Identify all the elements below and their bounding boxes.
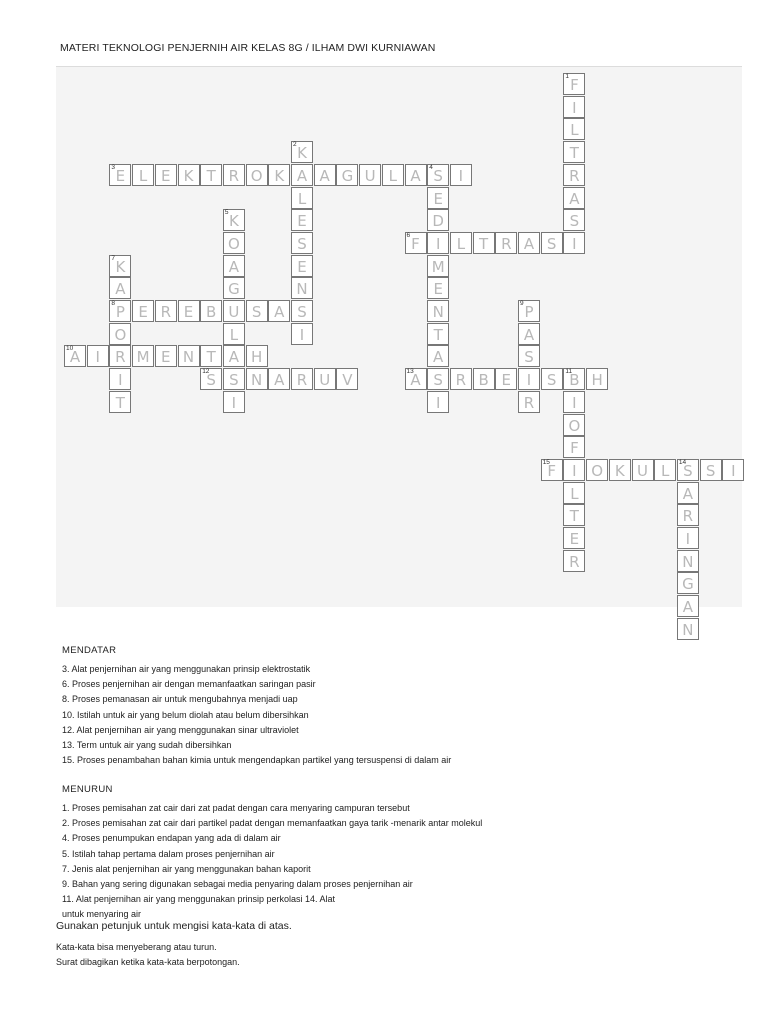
cell-letter: L — [570, 484, 579, 503]
cell-letter: I — [458, 166, 464, 185]
crossword-cell[interactable] — [291, 164, 313, 186]
crossword-cell[interactable] — [109, 164, 131, 186]
crossword-cell[interactable] — [518, 345, 540, 367]
crossword-cell[interactable] — [223, 255, 245, 277]
crossword-cell[interactable] — [382, 164, 404, 186]
crossword-cell[interactable] — [427, 391, 449, 413]
clue-number: 12 — [202, 368, 210, 376]
cell-letter: A — [523, 325, 535, 344]
cell-letter: N — [296, 280, 308, 299]
cell-letter: F — [411, 234, 420, 253]
cell-letter: I — [95, 348, 100, 367]
cell-letter: A — [682, 598, 694, 617]
cell-letter: O — [568, 416, 581, 435]
crossword-cell[interactable] — [450, 164, 472, 186]
cell-letter: A — [274, 303, 285, 321]
cell-letter: I — [572, 461, 577, 480]
cell-letter: S — [524, 348, 534, 367]
crossword-cell[interactable] — [291, 300, 313, 322]
crossword-cell[interactable] — [632, 459, 654, 481]
crossword-cell[interactable] — [109, 323, 131, 345]
cell-letter: L — [388, 166, 397, 185]
cell-letter: H — [250, 348, 263, 367]
cell-letter: B — [478, 371, 489, 390]
crossword-cell[interactable] — [563, 232, 585, 254]
crossword-cell[interactable] — [87, 345, 109, 367]
crossword-cell[interactable] — [109, 391, 131, 413]
cell-letter: S — [683, 461, 693, 480]
clue-number: 6 — [406, 231, 411, 239]
cell-letter: E — [138, 303, 148, 321]
crossword-cell[interactable] — [427, 255, 449, 277]
crossword-cell[interactable] — [427, 232, 449, 254]
cell-letter: E — [297, 257, 307, 276]
cell-letter: A — [410, 166, 421, 185]
cell-letter: U — [319, 371, 331, 390]
cell-letter: S — [433, 371, 443, 390]
crossword-cell[interactable] — [336, 368, 358, 390]
cell-letter: K — [115, 257, 126, 276]
cell-letter: R — [501, 234, 512, 253]
clue-number: 14 — [678, 458, 687, 466]
cell-letter: G — [228, 280, 240, 299]
crossword-cell[interactable] — [563, 73, 585, 95]
crossword-cell[interactable] — [677, 482, 699, 504]
across-clue: 12. Alat penjernihan air yang menggunakan sinar ultraviolet — [62, 724, 299, 735]
cell-letter: S — [546, 371, 557, 390]
cell-letter: G — [682, 575, 694, 594]
crossword-cell[interactable] — [200, 368, 222, 390]
down-clue: 1. Proses pemisahan zat cair dari zat padat dengan cara menyaring campuran tersebut — [62, 803, 410, 813]
cell-letter: E — [115, 166, 126, 185]
crossword-cell[interactable] — [200, 300, 222, 322]
crossword-cell[interactable] — [518, 368, 540, 390]
cell-letter: E — [433, 280, 443, 299]
crossword-cell[interactable] — [677, 504, 699, 526]
crossword-cell[interactable] — [563, 164, 585, 186]
cell-letter: D — [432, 212, 444, 231]
clue-number: 13 — [406, 368, 414, 376]
crossword-cell[interactable] — [155, 300, 177, 322]
crossword-cell[interactable] — [563, 459, 585, 481]
crossword-cell[interactable] — [427, 323, 449, 345]
crossword-cell[interactable] — [473, 232, 495, 254]
cell-letter: K — [297, 144, 307, 163]
cell-letter: F — [570, 439, 579, 458]
cell-letter: I — [685, 530, 691, 548]
cell-letter: I — [118, 371, 123, 390]
clue-number: 2 — [293, 141, 297, 149]
cell-letter: A — [319, 166, 330, 185]
cell-letter: L — [661, 461, 670, 480]
crossword-cell[interactable] — [268, 368, 290, 390]
crossword-cell[interactable] — [291, 141, 313, 163]
cell-letter: S — [251, 303, 262, 321]
crossword-cell[interactable] — [291, 232, 313, 254]
cell-letter: T — [569, 507, 579, 526]
crossword-cell[interactable] — [427, 300, 449, 322]
crossword-cell[interactable] — [518, 232, 540, 254]
crossword-cell[interactable] — [563, 550, 585, 572]
crossword-cell[interactable] — [223, 300, 245, 322]
cell-letter: S — [569, 212, 580, 231]
crossword-cell[interactable] — [427, 209, 449, 231]
cell-letter: I — [231, 393, 237, 412]
crossword-cell[interactable] — [427, 368, 449, 390]
instruction-text: Gunakan petunjuk untuk mengisi kata-kata di atas. — [56, 920, 292, 932]
down-clue: 4. Proses penumpukan endapan yang ada di dalam air — [62, 833, 281, 844]
crossword-cell[interactable] — [677, 550, 699, 572]
cell-letter: R — [296, 371, 308, 390]
cell-letter: F — [547, 461, 556, 480]
cell-letter: E — [161, 166, 171, 185]
cell-letter: O — [114, 325, 127, 344]
crossword-cell[interactable] — [563, 368, 585, 390]
down-clue: 11. Alat penjernihan air yang menggunakan prinsip perkolasi 14. Alat — [62, 894, 336, 905]
crossword-cell[interactable] — [109, 345, 131, 367]
cell-letter: E — [297, 212, 307, 231]
crossword-cell[interactable] — [132, 164, 154, 186]
across-title: MENDATAR — [62, 645, 117, 656]
cell-letter: G — [341, 166, 354, 185]
crossword-cell[interactable] — [291, 255, 313, 277]
crossword-cell[interactable] — [450, 232, 472, 254]
crossword-cell[interactable] — [450, 368, 472, 390]
crossword-cell[interactable] — [563, 436, 585, 458]
crossword-cell[interactable] — [563, 482, 585, 504]
crossword-cell[interactable] — [405, 164, 427, 186]
clue-number: 4 — [429, 163, 433, 171]
down-title: MENURUN — [62, 784, 113, 795]
crossword-cell[interactable] — [563, 141, 585, 163]
crossword-cell[interactable] — [178, 345, 200, 367]
cell-letter: T — [206, 348, 216, 367]
cell-letter: A — [682, 484, 694, 503]
crossword-cell[interactable] — [200, 345, 222, 367]
cell-letter: L — [297, 189, 307, 208]
crossword-cell[interactable] — [563, 391, 585, 413]
crossword-cell[interactable] — [495, 232, 517, 254]
cell-letter: T — [569, 144, 579, 163]
cell-letter: L — [138, 166, 148, 185]
clue-number: 5 — [224, 209, 229, 217]
across-clue: 15. Proses penambahan bahan kimia untuk mengendapkan partikel yang tersuspensi di dalam air — [62, 755, 452, 766]
crossword-cell[interactable] — [427, 164, 449, 186]
down-clues — [62, 784, 482, 923]
page-title: MATERI TEKNOLOGI PENJERNIH AIR KELAS 8G / ILHAM DWI KURNIAWAN — [60, 42, 436, 54]
down-clue: 9. Bahan yang sering digunakan sebagai media penyaring dalam proses penjernihan air — [62, 879, 413, 890]
cell-letter: R — [228, 166, 240, 185]
crossword-cell[interactable] — [677, 595, 699, 617]
cell-letter: R — [115, 348, 126, 367]
crossword-cell[interactable] — [336, 164, 358, 186]
crossword-cell[interactable] — [563, 118, 585, 140]
crossword-cell[interactable] — [586, 459, 608, 481]
crossword-cell[interactable] — [359, 164, 381, 186]
crossword-cell[interactable] — [64, 345, 86, 367]
down-clue: 2. Proses pemisahan zat cair dari partikel padat dengan memanfaatkan gaya tarik -menarik antar molekul — [62, 818, 483, 829]
cell-letter: A — [228, 348, 240, 367]
crossword-cell[interactable] — [223, 391, 245, 413]
crossword-cell[interactable] — [405, 368, 427, 390]
crossword-cell[interactable] — [223, 277, 245, 299]
cell-letter: S — [206, 371, 216, 390]
cell-letter: V — [342, 371, 353, 390]
across-clues — [62, 645, 451, 768]
instruction-note: Surat dibagikan ketika kata-kata berpotongan. — [56, 957, 240, 967]
crossword-cell[interactable] — [541, 232, 563, 254]
instruction-note: Kata-kata bisa menyeberang atau turun. — [56, 942, 217, 952]
crossword-cell[interactable] — [677, 618, 699, 640]
crossword-cell[interactable] — [405, 232, 427, 254]
cell-letter: T — [115, 393, 125, 412]
crossword-cell[interactable] — [677, 459, 699, 481]
cell-letter: A — [228, 257, 240, 276]
crossword-cell[interactable] — [223, 209, 245, 231]
cell-letter: N — [432, 303, 444, 321]
crossword-cell[interactable] — [563, 187, 585, 209]
cell-letter: T — [433, 325, 443, 344]
cell-letter: K — [183, 166, 194, 185]
cell-letter: H — [591, 371, 603, 390]
cell-letter: A — [296, 166, 308, 185]
clue-number: 15 — [542, 458, 550, 466]
crossword-cell[interactable] — [700, 459, 722, 481]
cell-letter: A — [523, 234, 535, 253]
down-clue: untuk menyaring air — [62, 909, 142, 920]
cell-letter: R — [455, 371, 467, 390]
crossword-cell[interactable] — [563, 414, 585, 436]
cell-letter: I — [572, 234, 577, 253]
cell-letter: U — [364, 166, 376, 185]
cell-letter: A — [410, 371, 421, 390]
cell-letter: B — [569, 371, 580, 390]
crossword-cell[interactable] — [223, 323, 245, 345]
instructions — [56, 920, 292, 970]
cell-letter: R — [523, 393, 535, 412]
crossword-cell[interactable] — [427, 345, 449, 367]
crossword-cell[interactable] — [518, 323, 540, 345]
across-clue: 3. Alat penjernihan air yang menggunakan prinsip elektrostatik — [62, 664, 311, 674]
across-clue: 6. Proses penjernihan air dengan memanfaatkan saringan pasir — [62, 679, 316, 690]
crossword-cell[interactable] — [291, 209, 313, 231]
clue-number: 1 — [565, 73, 570, 80]
cell-letter: A — [274, 371, 285, 390]
cell-letter: K — [274, 166, 285, 185]
crossword-cell[interactable] — [223, 368, 245, 390]
crossword-cell[interactable] — [109, 368, 131, 390]
crossword-cell[interactable] — [178, 300, 200, 322]
crossword-cell[interactable] — [155, 164, 177, 186]
cell-letter: O — [250, 166, 263, 185]
cell-letter: I — [572, 393, 577, 412]
crossword-cell[interactable] — [314, 164, 336, 186]
down-clue: 7. Jenis alat penjernihan air yang menggunakan bahan kaporit — [62, 863, 311, 874]
crossword-cell[interactable] — [291, 323, 313, 345]
cell-letter: E — [501, 371, 512, 390]
cell-letter: T — [206, 166, 216, 185]
cell-letter: I — [572, 98, 577, 117]
clue-number: 10 — [66, 345, 74, 353]
cell-letter: I — [435, 393, 441, 412]
crossword-cell[interactable] — [563, 96, 585, 118]
cell-letter: O — [227, 234, 240, 253]
cell-letter: K — [228, 212, 239, 231]
cell-letter: I — [526, 371, 532, 390]
cell-letter: T — [479, 234, 489, 253]
cell-letter: L — [456, 234, 466, 253]
crossword-cell[interactable] — [722, 459, 744, 481]
crossword-cell[interactable] — [246, 164, 268, 186]
clue-number: 9 — [520, 300, 524, 307]
cell-letter: R — [160, 303, 172, 321]
cell-letter: A — [569, 189, 580, 208]
clue-number: 3 — [111, 163, 116, 171]
clue-number: 8 — [111, 300, 116, 307]
cell-letter: S — [433, 166, 443, 185]
crossword-cell[interactable] — [586, 368, 608, 390]
cell-letter: M — [136, 348, 150, 367]
down-clue: 5. Istilah tahap pertama dalam proses penjernihan air — [62, 848, 275, 859]
crossword-cell[interactable] — [427, 277, 449, 299]
cell-letter: S — [297, 234, 307, 253]
cell-letter: A — [115, 280, 126, 299]
cell-letter: P — [524, 303, 534, 321]
cell-letter: F — [570, 76, 579, 94]
crossword-cell[interactable] — [246, 300, 268, 322]
clue-number: 11 — [565, 368, 573, 376]
crossword-cell[interactable] — [200, 164, 222, 186]
crossword-cell[interactable] — [178, 164, 200, 186]
crossword-cell[interactable] — [223, 345, 245, 367]
crossword-cell[interactable] — [246, 345, 268, 367]
cell-letter: L — [570, 121, 579, 140]
crossword-cell[interactable] — [677, 527, 699, 549]
crossword-cell[interactable] — [518, 300, 540, 322]
crossword-cell[interactable] — [541, 368, 563, 390]
crossword-cell[interactable] — [677, 572, 699, 594]
cell-letter: A — [433, 348, 444, 367]
cell-letter: I — [299, 325, 305, 344]
cell-letter: S — [229, 371, 239, 390]
across-clue: 13. Term untuk air yang sudah dibersihkan — [62, 740, 232, 751]
crossword-cell[interactable] — [109, 277, 131, 299]
cell-letter: N — [250, 371, 263, 390]
crossword-cell[interactable] — [268, 164, 290, 186]
cell-letter: U — [637, 461, 648, 480]
cell-letter: I — [435, 234, 441, 253]
crossword-cell[interactable] — [541, 459, 563, 481]
cell-letter: N — [182, 348, 195, 367]
crossword-cell[interactable] — [268, 300, 290, 322]
cell-letter: L — [229, 325, 239, 344]
crossword-cell[interactable] — [223, 232, 245, 254]
crossword-cell[interactable] — [473, 368, 495, 390]
crossword-cell[interactable] — [609, 459, 631, 481]
cell-letter: B — [206, 303, 217, 321]
cell-letter: A — [69, 348, 81, 367]
crossword-cell[interactable] — [563, 527, 585, 549]
crossword-cell[interactable] — [291, 368, 313, 390]
cell-letter: N — [682, 620, 694, 639]
crossword-cell[interactable] — [132, 300, 154, 322]
cell-letter: N — [682, 552, 694, 571]
cell-letter: K — [614, 461, 625, 480]
cell-letter: E — [433, 189, 443, 208]
cell-letter: M — [431, 257, 445, 276]
crossword-cell[interactable] — [563, 504, 585, 526]
across-clue: 10. Istilah untuk air yang belum diolah atau belum dibersihkan — [62, 709, 309, 720]
crossword-cell[interactable] — [654, 459, 676, 481]
cell-letter: E — [183, 303, 194, 321]
crossword-cell[interactable] — [427, 187, 449, 209]
clue-number: 7 — [111, 254, 116, 262]
crossword-cell[interactable] — [109, 300, 131, 322]
crossword-cell[interactable] — [291, 187, 313, 209]
crossword-cell[interactable] — [109, 255, 131, 277]
across-clue: 8. Proses pemanasan air untuk mengubahnya menjadi uap — [62, 694, 298, 705]
crossword-cell[interactable] — [246, 368, 268, 390]
cell-letter: S — [546, 234, 557, 253]
crossword-cell[interactable] — [155, 345, 177, 367]
cell-letter: R — [569, 166, 580, 185]
crossword-cell[interactable] — [563, 209, 585, 231]
cell-letter: U — [228, 303, 240, 321]
cell-letter: E — [569, 530, 580, 548]
crossword-cell[interactable] — [314, 368, 336, 390]
crossword-cell[interactable] — [291, 277, 313, 299]
cell-letter: P — [115, 303, 125, 321]
cell-letter: O — [591, 461, 603, 480]
cell-letter: I — [731, 461, 736, 480]
cell-letter: S — [297, 303, 307, 321]
crossword-cell[interactable] — [132, 345, 154, 367]
cell-letter: E — [161, 348, 171, 367]
cell-letter: R — [569, 552, 580, 571]
cell-letter: S — [705, 461, 716, 480]
crossword-cell[interactable] — [223, 164, 245, 186]
crossword-cell[interactable] — [518, 391, 540, 413]
cell-letter: R — [682, 507, 694, 526]
crossword-cell[interactable] — [495, 368, 517, 390]
